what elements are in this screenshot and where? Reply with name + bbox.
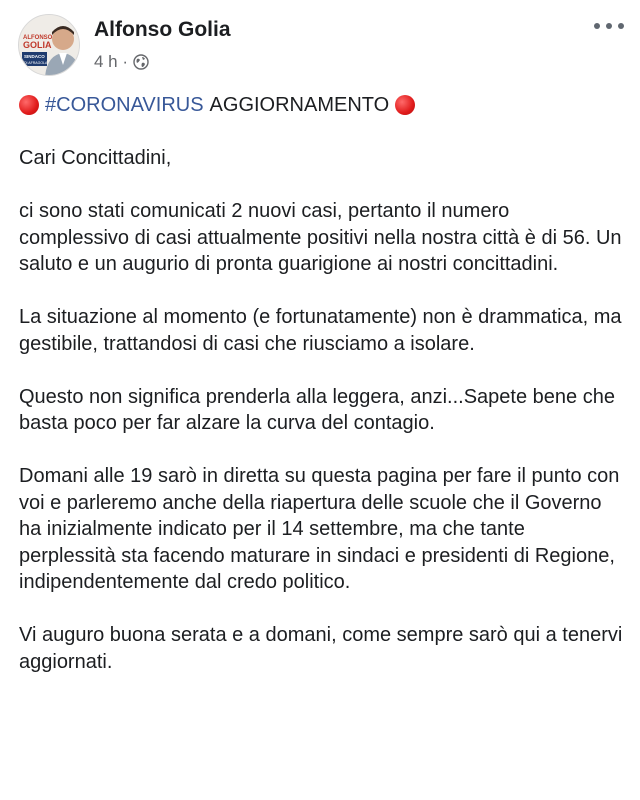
post-title-text: AGGIORNAMENTO [209, 93, 390, 116]
hashtag-link[interactable]: #CORONAVIRUS [45, 93, 204, 116]
red-circle-icon [19, 95, 39, 115]
post-paragraph: Vi auguro buona serata e a domani, come sempre sarò qui a tenervi aggiornati. [19, 624, 623, 673]
svg-text:SINDACO: SINDACO [24, 54, 45, 59]
post-paragraph: Cari Concittadini, [19, 147, 172, 169]
svg-text:DI AFRAGOLA: DI AFRAGOLA [24, 61, 48, 65]
avatar-image [19, 15, 80, 76]
author-name[interactable]: Alfonso Golia [94, 18, 231, 41]
author-avatar[interactable] [18, 14, 80, 76]
post-paragraph: Domani alle 19 sarò in diretta su questa pagina per fare il punto con voi e parleremo anche della riapertura delle scuole che il Governo ha inizialmente indicato per il 14 settembre, ma che tante perplessità sta facendo maturare in sindaci e presidenti di Regione, indipendentemente dal credo politico. [19, 465, 620, 593]
more-options-button[interactable] [594, 16, 624, 36]
post-paragraph: ci sono stati comunicati 2 nuovi casi, pertanto il numero complessivo di casi attualmente positivi nella nostra città è di 56. Un saluto e un augurio di pronta guarigione ai nostri concittadini. [19, 200, 622, 275]
svg-text:GOLIA: GOLIA [23, 40, 52, 50]
post-time[interactable]: 4 h · [94, 52, 129, 71]
dot-icon [606, 23, 612, 29]
post-title [19, 91, 624, 119]
post-header [0, 0, 640, 90]
post-paragraph: La situazione al momento (e fortunatamente) non è drammatica, ma gestibile, trattandosi di casi che riusciamo a isolare. [19, 306, 622, 355]
post-paragraph: Questo non significa prenderla alla leggera, anzi...Sapete bene che basta poco per far alzare la curva del contagio. [19, 385, 615, 434]
globe-icon [133, 54, 149, 70]
dot-icon [618, 23, 624, 29]
post-body [19, 91, 624, 702]
svg-text:ALFONSO: ALFONSO [23, 35, 53, 41]
dot-icon [594, 23, 600, 29]
red-circle-icon [395, 95, 415, 115]
post-meta [94, 52, 149, 72]
